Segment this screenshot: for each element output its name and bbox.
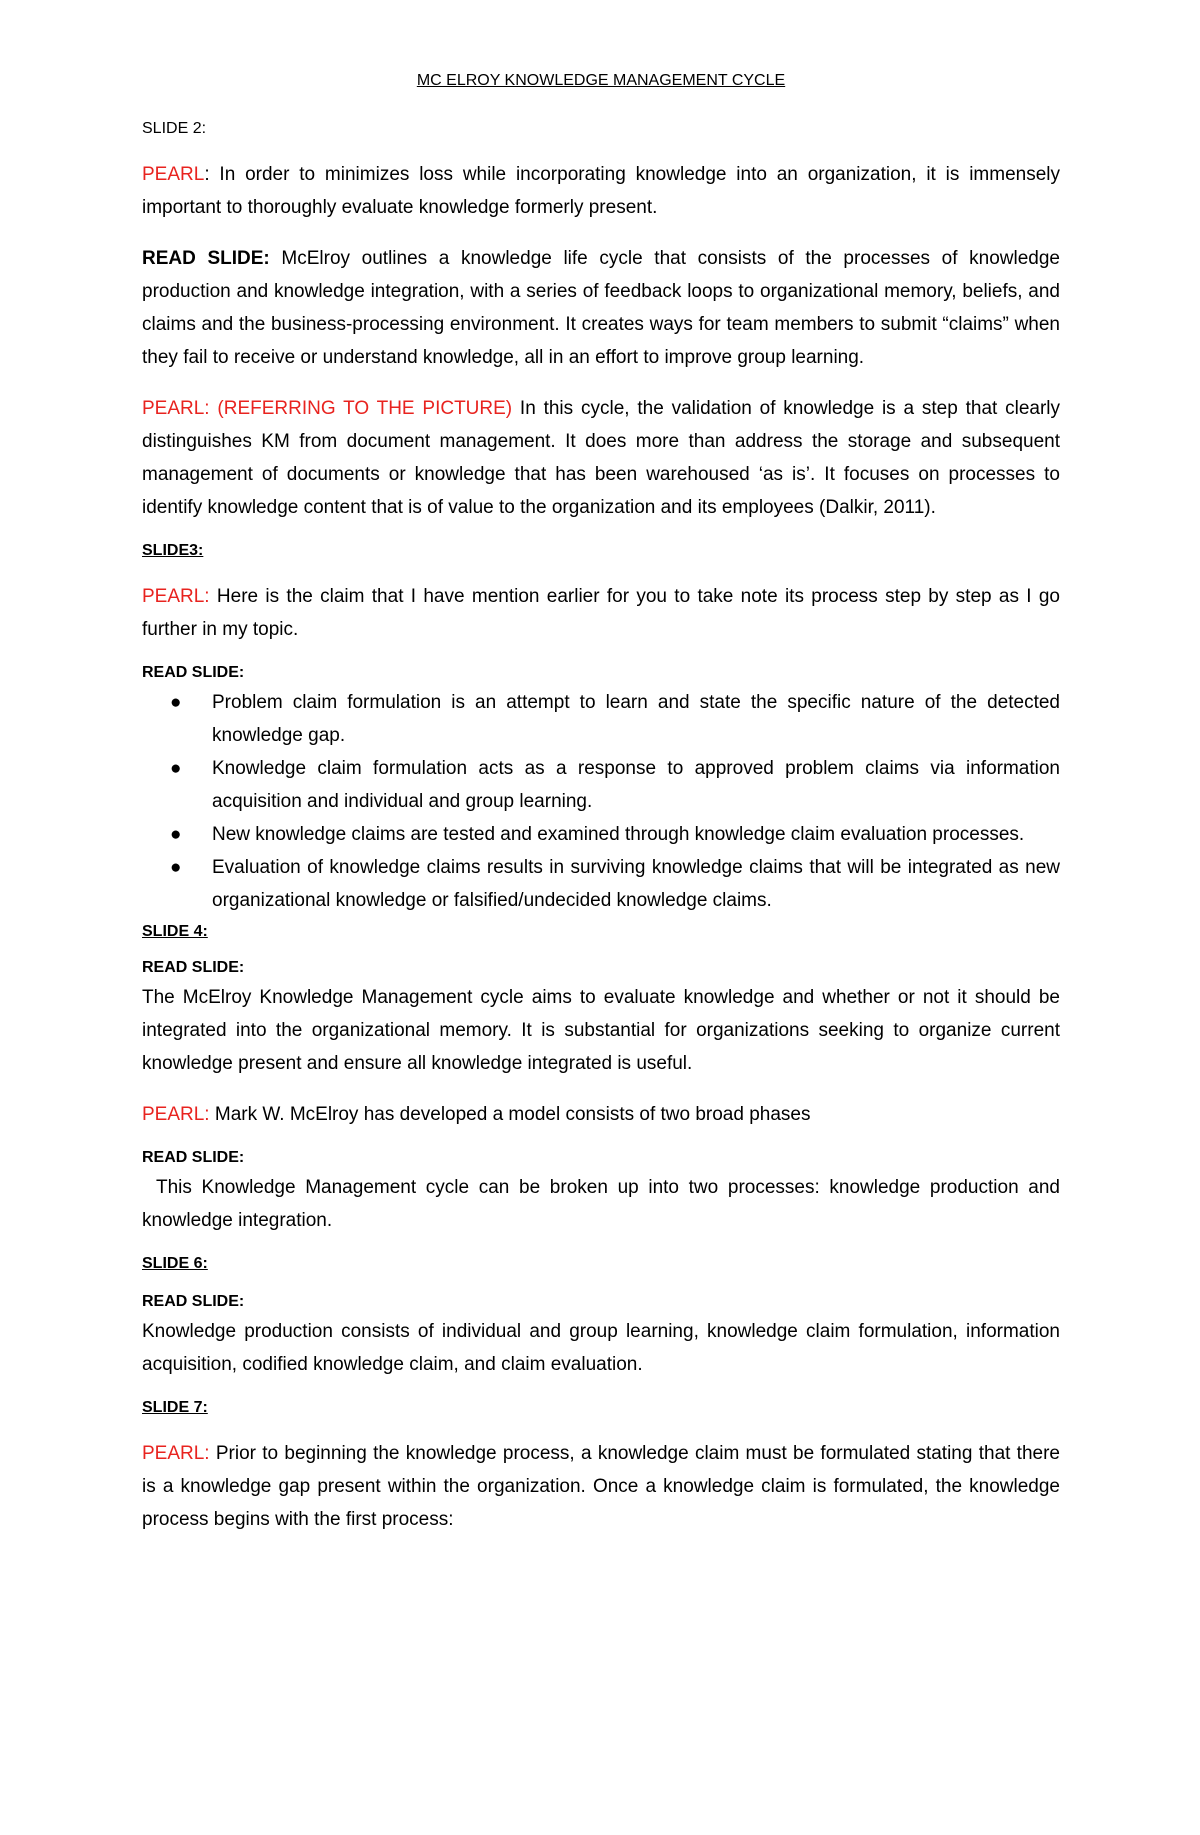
slide-2-heading: SLIDE 2: [142, 120, 207, 137]
pearl-tag: PEARL: [142, 586, 210, 607]
list-item-text: New knowledge claims are tested and examined through knowledge claim evaluation processes. [212, 824, 1025, 845]
list-item [170, 818, 1060, 851]
bullet-icon: ● [170, 758, 182, 779]
bullet-icon: ● [170, 857, 182, 878]
claim-process-list [142, 686, 1060, 917]
document-title: MC ELROY KNOWLEDGE MANAGEMENT CYCLE [416, 72, 786, 89]
slide-2-read-paragraph [142, 242, 1060, 374]
paragraph-text: Prior to beginning the knowledge process, a knowledge claim must be formulated stating that there is a knowledge gap present within the organization. Once a knowledge claim is formulated, the knowledge process begins with the first process: [142, 1443, 1060, 1530]
slide-2-picture-paragraph [142, 392, 1060, 524]
paragraph-text: In this cycle, the validation of knowledge is a step that clearly distinguishes KM from document management. It does more than address the storage and subsequent management of documents or knowledge that has been warehoused ‘as is’. It focuses on processes to identify knowledge content that is of value to the organization and its employees (Dalkir, 2011). [142, 398, 1060, 518]
slide-4-heading: SLIDE 4: [142, 923, 208, 940]
list-item-text: Knowledge claim formulation acts as a response to approved problem claims via information acquisition and individual and group learning. [212, 758, 1060, 812]
bullet-icon: ● [170, 692, 182, 713]
paragraph-text: McElroy outlines a knowledge life cycle that consists of the processes of knowledge production and knowledge integration, with a series of feedback loops to organizational memory, beliefs, and claims and the business-processing environment. It creates ways for team members to submit “claims” when they fail to receive or understand knowledge, all in an effort to improve group learning. [142, 248, 1060, 368]
list-item-text: Evaluation of knowledge claims results in surviving knowledge claims that will be integrated as new organizational knowledge or falsified/undecided knowledge claims. [212, 857, 1060, 911]
slide-3-read-label: READ SLIDE: [142, 664, 245, 681]
slide-7-pearl-paragraph [142, 1437, 1060, 1536]
slide-6-read-paragraph: Knowledge production consists of individual and group learning, knowledge claim formulation, information acquisition, codified knowledge claim, and claim evaluation. [142, 1321, 1060, 1375]
pearl-tag: PEARL: (REFERRING TO THE PICTURE) [142, 398, 513, 419]
slide-3-heading: SLIDE3: [142, 542, 204, 559]
slide-4-read-paragraph: The McElroy Knowledge Management cycle aims to evaluate knowledge and whether or not it should be integrated into the organizational memory. It is substantial for organizations seeking to organize current knowledge present and ensure all knowledge integrated is useful. [142, 987, 1060, 1074]
paragraph-text: : In order to minimizes loss while incorporating knowledge into an organization, it is immensely important to thoroughly evaluate knowledge formerly present. [142, 164, 1060, 218]
list-item [170, 851, 1060, 917]
slide-6-read-label: READ SLIDE: [142, 1293, 245, 1310]
list-item-text: Problem claim formulation is an attempt to learn and state the specific nature of the detected knowledge gap. [212, 692, 1060, 746]
pearl-tag: PEARL: [142, 1443, 210, 1464]
paragraph-text: Here is the claim that I have mention earlier for you to take note its process step by step as I go further in my topic. [142, 586, 1060, 640]
paragraph-text: This Knowledge Management cycle can be broken up into two processes: knowledge production and knowledge integration. [142, 1177, 1060, 1231]
slide-3-pearl-paragraph [142, 580, 1060, 646]
slide-4-pearl-paragraph [142, 1098, 1060, 1131]
list-item [170, 752, 1060, 818]
slide-4-read-label-2: READ SLIDE: [142, 1149, 245, 1166]
paragraph-text: Mark W. McElroy has developed a model consists of two broad phases [209, 1104, 811, 1125]
document-page [142, 72, 1060, 1554]
pearl-tag: PEARL: [142, 1104, 210, 1125]
slide-2-pearl-paragraph [142, 158, 1060, 224]
list-item [170, 686, 1060, 752]
pearl-tag: PEARL [142, 164, 205, 185]
slide-6-heading: SLIDE 6: [142, 1255, 208, 1272]
bullet-icon: ● [170, 824, 182, 845]
slide-4-read-paragraph-2 [142, 1171, 1060, 1237]
read-slide-tag: READ SLIDE: [142, 248, 270, 269]
slide-4-read-label: READ SLIDE: [142, 959, 245, 976]
slide-7-heading: SLIDE 7: [142, 1399, 208, 1416]
